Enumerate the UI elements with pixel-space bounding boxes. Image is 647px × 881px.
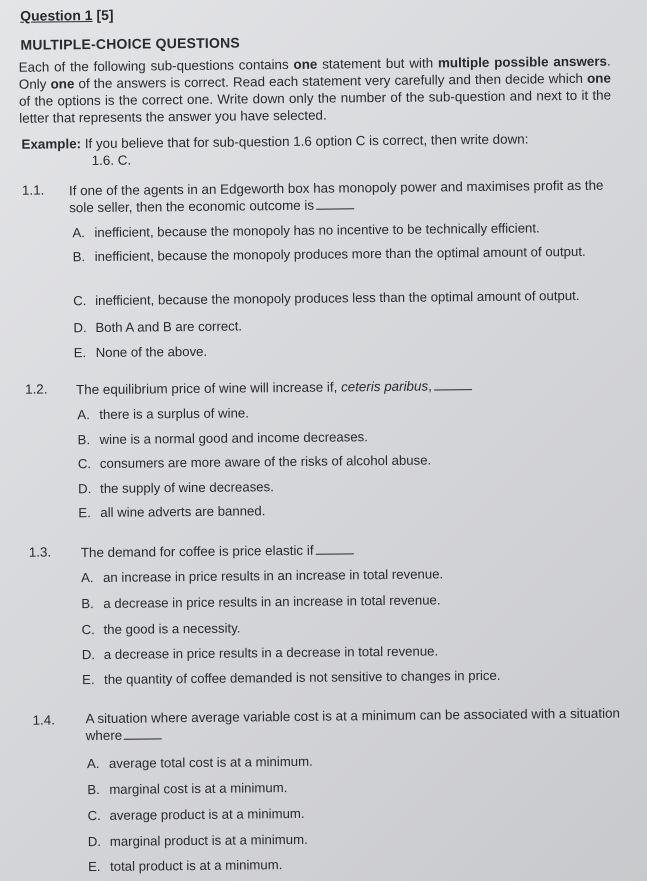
intro-text: Each of the following sub-questions contains [18,56,294,75]
answer-blank [316,197,354,209]
example-text: If you believe that for sub-question 1.6 option C is correct, then write down: [80,131,529,152]
option-text: total product is at a minimum. [110,857,283,874]
option-item [78,429,368,448]
example-block [21,130,611,170]
intro-bold: one [50,76,75,92]
option-text: the supply of wine decreases. [100,479,274,496]
stem-text: The equilibrium price of wine will increase if, [76,379,342,398]
intro-text: statement but with [317,55,439,72]
option-letter: A. [77,407,90,423]
option-item [87,780,287,798]
option-item [88,857,282,875]
option-letter: B. [81,596,94,612]
option-text: a decrease in price results in an increase in total revenue. [103,592,441,611]
option-letter: C. [81,622,95,638]
question-stem [81,541,354,561]
option-text: marginal product is at a minimum. [109,831,308,849]
instructions-paragraph [19,53,612,127]
option-item [73,318,242,336]
intro-text: . Only [18,53,611,92]
option-text: inefficient, because the monopoly produces more than the optimal amount of output. [94,243,586,265]
intro-bold: one [293,56,318,72]
option-letter: C. [87,807,101,824]
option-letter: D. [73,320,87,336]
example-answer: 1.6. C. [91,152,132,169]
option-letter: D. [87,833,102,850]
option-letter: B. [87,781,100,798]
question-stem [76,377,472,398]
option-item [73,244,613,266]
stem-italic: ceteris paribus [340,378,429,395]
option-item [81,566,443,586]
option-text: a decrease in price results in a decrease in total revenue. [103,643,439,662]
question-number: 1.2. [24,381,48,397]
answer-blank [434,378,472,390]
option-item [78,503,265,521]
option-letter: D. [81,647,96,663]
option-text: marginal cost is at a minimum. [109,780,288,797]
stem-text: The demand for coffee is price elastic if [80,542,314,561]
option-text: the quantity of coffee demanded is not sensitive to changes in price. [104,667,501,687]
question-number: 1.1. [21,182,45,198]
question-header [20,7,114,24]
option-item [77,405,249,423]
option-item [87,806,304,824]
intro-bold: one [586,70,611,86]
option-letter: C. [73,293,87,309]
option-letter: E. [78,505,91,521]
option-letter: A. [86,756,100,772]
example-label: Example: [21,136,82,152]
answer-blank [315,542,353,554]
question-number: 1.4. [32,712,55,728]
option-letter: C. [77,456,92,472]
option-letter: B. [77,432,91,448]
option-item [82,668,501,688]
answer-blank [124,727,162,739]
option-letter: E. [73,345,87,361]
question-stem [69,177,609,217]
option-item [74,344,208,361]
option-letter: D. [78,481,92,497]
option-item [82,643,438,663]
option-text: None of the above. [95,343,208,361]
option-text: average product is at a minimum. [109,805,305,823]
option-letter: E. [82,672,95,688]
intro-text: of the answers is correct. Read each statement very carefully and then decide which [74,70,588,92]
option-text: Both A and B are correct. [95,318,243,336]
option-text: all wine adverts are banned. [100,503,266,520]
option-letter: E. [88,858,101,875]
question-stem [85,704,637,744]
option-item [87,754,313,772]
option-text: inefficient, because the monopoly produces less than the optimal amount of output. [95,287,580,309]
option-text: an increase in price results in an increase in total revenue. [102,566,444,585]
option-item [73,288,579,309]
question-title: Question 1 [20,7,93,24]
option-text: inefficient, because the monopoly has no incentive to be technically efficient. [94,220,540,241]
option-text: consumers are more aware of the risks of alcohol abuse. [99,452,432,471]
option-item [72,220,539,241]
option-item [88,832,308,850]
intro-text: of the options is the correct one. Write down only the number of the sub-question and next to it the letter that represents the answer you have selected. [18,87,612,126]
stem-text: A situation where average variable cost is at a minimum can be associated with a situation where [85,705,621,744]
option-letter: A. [72,225,85,241]
option-text: wine is a normal good and income decreases. [99,429,368,447]
option-item [82,621,241,639]
section-title: MULTIPLE-CHOICE QUESTIONS [20,34,240,53]
option-text: there is a surplus of wine. [99,405,249,422]
question-number: 1.3. [28,544,52,560]
question-marks: [5] [96,6,114,23]
option-text: the good is a necessity. [103,620,241,637]
stem-text: If one of the agents in an Edgeworth box has monopoly power and maximises profit as the sole seller, then the economic outcome is [68,177,604,216]
option-item [78,479,274,497]
option-item [78,453,431,473]
option-text: average total cost is at a minimum. [108,753,313,771]
option-letter: A. [80,570,94,586]
intro-bold: multiple possible answers [437,53,608,71]
option-item [81,592,440,612]
stem-text: , [428,378,432,394]
option-letter: B. [72,249,86,265]
